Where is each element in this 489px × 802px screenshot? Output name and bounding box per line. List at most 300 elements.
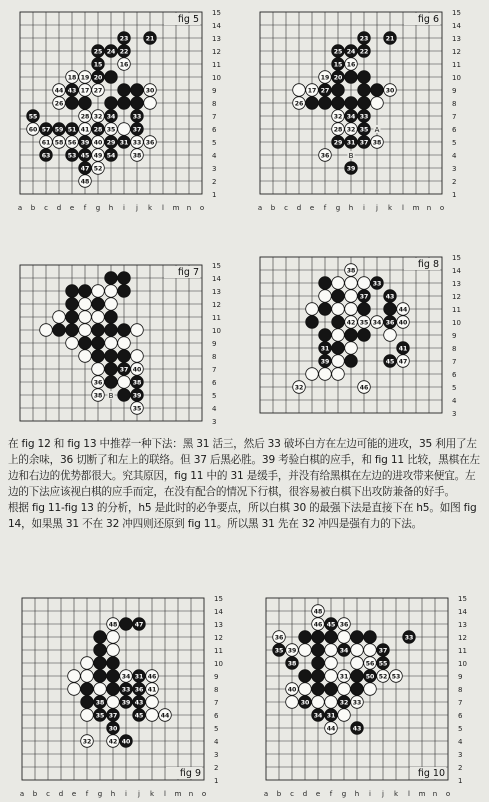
move-number: 37 <box>378 647 388 655</box>
black-stone <box>94 631 107 644</box>
white-stone <box>120 670 133 683</box>
move-number: 47 <box>134 621 144 629</box>
move-number: 57 <box>41 126 51 134</box>
black-stone <box>118 389 131 402</box>
move-number: 36 <box>145 139 155 147</box>
black-stone <box>66 123 79 136</box>
row-label: 6 <box>452 371 457 379</box>
row-label: 4 <box>214 738 219 746</box>
move-number: 44 <box>160 712 170 720</box>
black-stone <box>299 696 312 709</box>
black-stone <box>118 350 131 363</box>
move-number: 19 <box>80 74 90 82</box>
black-stone <box>92 58 105 71</box>
move-number: 36 <box>339 621 349 629</box>
commentary-paragraph-1: 在 fig 12 和 fig 13 中推荐一种下法：黑 31 活三，然后 33 破坏白方在左边可能的进攻，35 利用了左上的余味，36 切断了和左上的联络。但 37 后黑必胜。39 考验白棋的应手，和 fig 11 比较，黑棋在左边和右边的优势都很大。究其原因，fig 11 中的 31 是缓手，并没有给黑棋在左边的进攻带来便宜。左边的下法应该视白棋的应手而定，在没有配合的情况下行棋，很容易被白棋下出攻防兼备的好手。 <box>8 438 480 498</box>
white-stone <box>299 683 312 696</box>
black-stone <box>79 285 92 298</box>
white-stone <box>79 110 92 123</box>
move-number: 26 <box>294 100 304 108</box>
white-stone <box>390 670 403 683</box>
move-number: 28 <box>333 126 343 134</box>
black-stone <box>133 696 146 709</box>
move-number: 33 <box>359 113 369 121</box>
row-label: 9 <box>212 87 217 95</box>
white-stone <box>105 285 118 298</box>
white-stone <box>338 618 351 631</box>
black-stone <box>66 84 79 97</box>
black-stone <box>397 342 410 355</box>
col-label: d <box>56 204 62 212</box>
move-number: 43 <box>385 293 395 301</box>
white-stone <box>397 316 410 329</box>
col-label: m <box>412 204 420 212</box>
black-stone <box>81 683 94 696</box>
white-stone <box>332 277 345 290</box>
black-stone <box>66 97 79 110</box>
row-label: 11 <box>214 647 223 655</box>
col-label: a <box>263 790 269 798</box>
move-number: 55 <box>378 660 388 668</box>
col-label: l <box>402 204 404 212</box>
move-number: 20 <box>333 74 343 82</box>
white-stone <box>397 303 410 316</box>
col-label: e <box>315 790 321 798</box>
black-stone <box>384 316 397 329</box>
move-number: 33 <box>404 634 414 642</box>
move-number: 46 <box>313 621 323 629</box>
row-label: 7 <box>212 113 217 121</box>
black-stone <box>92 71 105 84</box>
white-stone <box>92 162 105 175</box>
black-stone <box>312 709 325 722</box>
row-label: 4 <box>452 152 457 160</box>
move-number: 22 <box>359 48 369 56</box>
row-label: 10 <box>212 74 221 82</box>
row-label: 5 <box>212 139 217 147</box>
black-stone <box>371 84 384 97</box>
col-label: d <box>58 790 64 798</box>
move-number: 39 <box>121 699 131 707</box>
move-number: 22 <box>119 48 129 56</box>
white-stone <box>66 136 79 149</box>
black-stone <box>306 316 319 329</box>
black-stone <box>120 618 133 631</box>
move-number: 37 <box>108 712 118 720</box>
white-stone <box>81 670 94 683</box>
black-stone <box>358 110 371 123</box>
move-number: 40 <box>132 366 142 374</box>
move-number: 38 <box>132 152 142 160</box>
row-label: 2 <box>452 178 457 186</box>
black-stone <box>332 136 345 149</box>
black-stone <box>105 350 118 363</box>
white-stone <box>273 631 286 644</box>
white-stone <box>332 123 345 136</box>
col-label: o <box>445 790 451 798</box>
move-number: 32 <box>333 113 343 121</box>
move-number: 33 <box>352 699 362 707</box>
black-stone <box>332 45 345 58</box>
row-label: 11 <box>452 306 461 314</box>
black-stone <box>120 683 133 696</box>
white-stone <box>79 175 92 188</box>
black-stone <box>133 683 146 696</box>
row-label: 6 <box>452 126 457 134</box>
move-number: 39 <box>346 165 356 173</box>
row-label: 14 <box>214 608 223 616</box>
row-label: 9 <box>452 332 457 340</box>
move-number: 40 <box>121 738 131 746</box>
row-label: 4 <box>212 405 217 413</box>
move-number: 25 <box>333 48 343 56</box>
white-stone <box>293 84 306 97</box>
move-number: 15 <box>93 61 103 69</box>
move-number: 24 <box>346 48 356 56</box>
col-label: j <box>376 204 378 212</box>
white-stone <box>312 696 325 709</box>
white-stone <box>325 696 338 709</box>
row-label: 12 <box>452 48 461 56</box>
black-stone <box>351 670 364 683</box>
black-stone <box>131 389 144 402</box>
move-number: 33 <box>132 139 142 147</box>
col-label: l <box>162 204 164 212</box>
white-stone <box>293 381 306 394</box>
move-number: 34 <box>121 673 131 681</box>
white-stone <box>131 363 144 376</box>
white-stone <box>66 71 79 84</box>
black-stone <box>345 329 358 342</box>
black-stone <box>325 683 338 696</box>
col-label: c <box>284 204 288 212</box>
black-stone <box>79 97 92 110</box>
col-label: g <box>95 204 101 212</box>
black-stone <box>118 32 131 45</box>
move-number: 30 <box>108 725 118 733</box>
move-number: 20 <box>93 74 103 82</box>
row-label: 14 <box>452 22 461 30</box>
white-stone <box>293 97 306 110</box>
white-stone <box>332 368 345 381</box>
white-stone <box>92 376 105 389</box>
move-number: 32 <box>346 126 356 134</box>
figure-title: fig 7 <box>177 267 199 278</box>
black-stone <box>92 337 105 350</box>
move-number: 21 <box>385 35 395 43</box>
white-stone <box>92 363 105 376</box>
white-stone <box>92 311 105 324</box>
move-number: 45 <box>134 712 144 720</box>
row-label: 7 <box>212 366 217 374</box>
move-number: 60 <box>28 126 38 134</box>
white-stone <box>105 337 118 350</box>
move-number: 39 <box>320 358 330 366</box>
black-stone <box>319 84 332 97</box>
white-stone <box>325 644 338 657</box>
col-label: d <box>296 204 302 212</box>
black-stone <box>312 657 325 670</box>
black-stone <box>107 683 120 696</box>
fig10-svg <box>254 590 472 802</box>
black-stone <box>107 722 120 735</box>
move-number: 34 <box>313 712 323 720</box>
move-number: 35 <box>132 405 142 413</box>
white-stone <box>345 290 358 303</box>
black-stone <box>105 97 118 110</box>
move-number: 48 <box>108 621 118 629</box>
move-number: 35 <box>359 126 369 134</box>
go-board-fig6 <box>248 4 466 216</box>
white-stone <box>146 709 159 722</box>
white-stone <box>79 71 92 84</box>
row-label: 13 <box>212 35 221 43</box>
row-label: 1 <box>212 191 217 199</box>
move-number: 34 <box>106 113 116 121</box>
black-stone <box>345 97 358 110</box>
move-number: 33 <box>372 280 382 288</box>
white-stone <box>312 618 325 631</box>
move-number: 46 <box>359 384 369 392</box>
col-label: i <box>369 790 371 798</box>
white-stone <box>384 329 397 342</box>
black-stone <box>79 337 92 350</box>
row-label: 4 <box>212 152 217 160</box>
row-label: 9 <box>212 340 217 348</box>
white-stone <box>345 264 358 277</box>
white-stone <box>319 368 332 381</box>
col-label: n <box>426 204 432 212</box>
figure-title: fig 5 <box>177 14 199 25</box>
white-stone <box>92 136 105 149</box>
col-label: l <box>164 790 166 798</box>
black-stone <box>118 136 131 149</box>
move-number: 39 <box>287 647 297 655</box>
white-stone <box>79 311 92 324</box>
white-stone <box>338 631 351 644</box>
move-number: 32 <box>294 384 304 392</box>
white-stone <box>306 368 319 381</box>
move-number: 38 <box>287 660 297 668</box>
black-stone <box>358 45 371 58</box>
col-label: h <box>108 204 114 212</box>
row-label: 11 <box>458 647 467 655</box>
col-label: j <box>382 790 384 798</box>
col-label: b <box>276 790 282 798</box>
white-stone <box>118 58 131 71</box>
white-stone <box>118 337 131 350</box>
move-number: 29 <box>106 139 116 147</box>
move-number: 39 <box>132 392 142 400</box>
move-number: 24 <box>106 48 116 56</box>
col-label: f <box>329 790 333 798</box>
move-number: 40 <box>93 139 103 147</box>
row-label: 12 <box>452 293 461 301</box>
move-number: 46 <box>147 673 157 681</box>
black-stone <box>92 350 105 363</box>
black-stone <box>345 45 358 58</box>
white-stone <box>68 683 81 696</box>
row-label: 10 <box>458 660 467 668</box>
go-board-fig9 <box>10 590 228 802</box>
black-stone <box>384 32 397 45</box>
black-stone <box>332 97 345 110</box>
black-stone <box>332 71 345 84</box>
black-stone <box>105 149 118 162</box>
black-stone <box>144 32 157 45</box>
black-stone <box>131 376 144 389</box>
col-label: i <box>125 790 127 798</box>
move-number: 31 <box>320 345 330 353</box>
col-label: e <box>69 204 75 212</box>
move-number: 51 <box>67 126 77 134</box>
col-label: k <box>149 790 155 798</box>
move-number: 31 <box>326 712 336 720</box>
row-label: 6 <box>214 712 219 720</box>
go-board-fig5 <box>8 4 226 216</box>
white-stone <box>79 350 92 363</box>
white-stone <box>94 683 107 696</box>
move-number: 28 <box>80 113 90 121</box>
row-label: 3 <box>212 418 217 426</box>
white-stone <box>351 696 364 709</box>
move-number: 44 <box>326 725 336 733</box>
white-stone <box>358 277 371 290</box>
row-label: 13 <box>212 288 221 296</box>
row-label: 14 <box>458 608 467 616</box>
row-label: 11 <box>452 61 461 69</box>
white-stone <box>371 136 384 149</box>
col-label: c <box>44 204 48 212</box>
white-stone <box>40 136 53 149</box>
go-board-fig8 <box>248 249 466 421</box>
black-stone <box>118 45 131 58</box>
row-label: 11 <box>212 61 221 69</box>
white-stone <box>92 285 105 298</box>
row-label: 7 <box>214 699 219 707</box>
fig7-svg <box>8 257 226 429</box>
move-number: 41 <box>80 126 90 134</box>
row-label: 3 <box>452 165 457 173</box>
move-number: 31 <box>339 673 349 681</box>
black-stone <box>81 696 94 709</box>
white-stone <box>79 298 92 311</box>
move-number: 15 <box>333 61 343 69</box>
move-number: 40 <box>398 319 408 327</box>
white-stone <box>332 110 345 123</box>
move-number: 36 <box>385 319 395 327</box>
white-stone <box>81 657 94 670</box>
black-stone <box>92 45 105 58</box>
white-stone <box>286 683 299 696</box>
row-label: 12 <box>458 634 467 642</box>
move-number: 28 <box>93 126 103 134</box>
black-stone <box>53 324 66 337</box>
black-stone <box>94 709 107 722</box>
move-number: 36 <box>93 379 103 387</box>
white-stone <box>306 84 319 97</box>
black-stone <box>319 277 332 290</box>
col-label: n <box>188 790 194 798</box>
white-stone <box>66 337 79 350</box>
white-stone <box>351 657 364 670</box>
col-label: f <box>85 790 89 798</box>
white-stone <box>351 644 364 657</box>
black-stone <box>105 311 118 324</box>
black-stone <box>133 618 146 631</box>
white-stone <box>345 316 358 329</box>
black-stone <box>53 123 66 136</box>
white-stone <box>332 355 345 368</box>
move-number: 32 <box>339 699 349 707</box>
move-number: 34 <box>339 647 349 655</box>
black-stone <box>358 84 371 97</box>
row-label: 10 <box>214 660 223 668</box>
row-label: 8 <box>212 100 217 108</box>
col-label: m <box>172 204 180 212</box>
black-stone <box>299 670 312 683</box>
row-label: 7 <box>452 113 457 121</box>
black-stone <box>118 324 131 337</box>
move-number: 31 <box>346 139 356 147</box>
black-stone <box>384 290 397 303</box>
white-stone <box>79 84 92 97</box>
move-number: 30 <box>300 699 310 707</box>
white-stone <box>131 350 144 363</box>
move-number: 52 <box>93 165 103 173</box>
black-stone <box>118 363 131 376</box>
white-stone <box>319 71 332 84</box>
row-label: 8 <box>458 686 463 694</box>
col-label: b <box>30 204 36 212</box>
black-stone <box>105 45 118 58</box>
black-stone <box>92 123 105 136</box>
white-stone <box>332 329 345 342</box>
move-number: 33 <box>121 686 131 694</box>
black-stone <box>325 709 338 722</box>
row-label: 1 <box>458 777 463 785</box>
white-stone <box>107 631 120 644</box>
row-label: 8 <box>452 100 457 108</box>
move-number: 31 <box>134 673 144 681</box>
black-stone <box>319 355 332 368</box>
black-stone <box>358 290 371 303</box>
row-label: 7 <box>452 358 457 366</box>
black-stone <box>105 272 118 285</box>
row-label: 5 <box>212 392 217 400</box>
col-label: g <box>97 790 103 798</box>
white-stone <box>107 696 120 709</box>
black-stone <box>107 670 120 683</box>
move-number: 30 <box>385 87 395 95</box>
white-stone <box>312 605 325 618</box>
move-number: 45 <box>385 358 395 366</box>
move-number: 43 <box>134 699 144 707</box>
row-label: 6 <box>458 712 463 720</box>
white-stone <box>371 97 384 110</box>
col-label: a <box>17 204 23 212</box>
row-label: 1 <box>214 777 219 785</box>
white-stone <box>79 324 92 337</box>
move-number: 37 <box>132 126 142 134</box>
black-stone <box>358 303 371 316</box>
black-stone <box>40 149 53 162</box>
white-stone <box>371 316 384 329</box>
white-stone <box>131 324 144 337</box>
black-stone <box>79 149 92 162</box>
white-stone <box>144 97 157 110</box>
col-label: f <box>83 204 87 212</box>
